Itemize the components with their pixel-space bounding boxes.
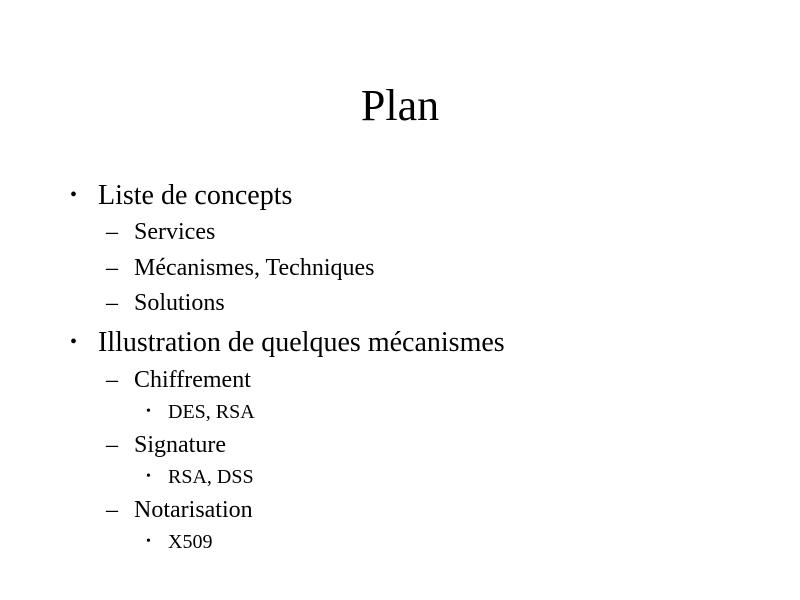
bullet-text: RSA, DSS bbox=[168, 466, 254, 488]
bullet-text: Mécanismes, Techniques bbox=[134, 255, 375, 281]
dash-icon: – bbox=[106, 432, 118, 458]
slide-title: Plan bbox=[360, 81, 440, 130]
bullet-item-level2 bbox=[106, 495, 253, 525]
dash-icon: – bbox=[106, 219, 118, 245]
bullet-item-level2 bbox=[106, 288, 225, 318]
bullet-text: Solutions bbox=[134, 290, 225, 316]
dash-icon: – bbox=[106, 367, 118, 393]
dash-icon: – bbox=[106, 255, 118, 281]
bullet-text: Chiffrement bbox=[134, 367, 251, 393]
bullet-text: DES, RSA bbox=[168, 401, 255, 423]
bullet-text: X509 bbox=[168, 531, 213, 553]
bullet-text: Notarisation bbox=[134, 497, 253, 523]
dash-icon: – bbox=[106, 497, 118, 523]
bullet-text: Illustration de quelques mécanismes bbox=[98, 327, 505, 358]
bullet-text: Services bbox=[134, 219, 216, 245]
bullet-item-level2 bbox=[106, 365, 251, 395]
bullet-item-level3 bbox=[146, 464, 254, 490]
bullet-icon: • bbox=[146, 469, 151, 484]
bullet-item-level2 bbox=[106, 253, 375, 283]
dash-icon: – bbox=[106, 290, 118, 316]
bullet-icon: • bbox=[146, 404, 151, 419]
bullet-item-level1 bbox=[70, 326, 505, 360]
bullet-item-level2 bbox=[106, 217, 216, 247]
bullet-item-level3 bbox=[146, 529, 213, 555]
bullet-icon: • bbox=[70, 331, 78, 353]
bullet-text: Signature bbox=[134, 432, 226, 458]
bullet-item-level1 bbox=[70, 179, 293, 213]
bullet-item-level2 bbox=[106, 430, 226, 460]
bullet-icon: • bbox=[146, 534, 151, 549]
bullet-item-level3 bbox=[146, 399, 255, 425]
bullet-icon: • bbox=[70, 184, 78, 206]
bullet-text: Liste de concepts bbox=[98, 180, 293, 211]
